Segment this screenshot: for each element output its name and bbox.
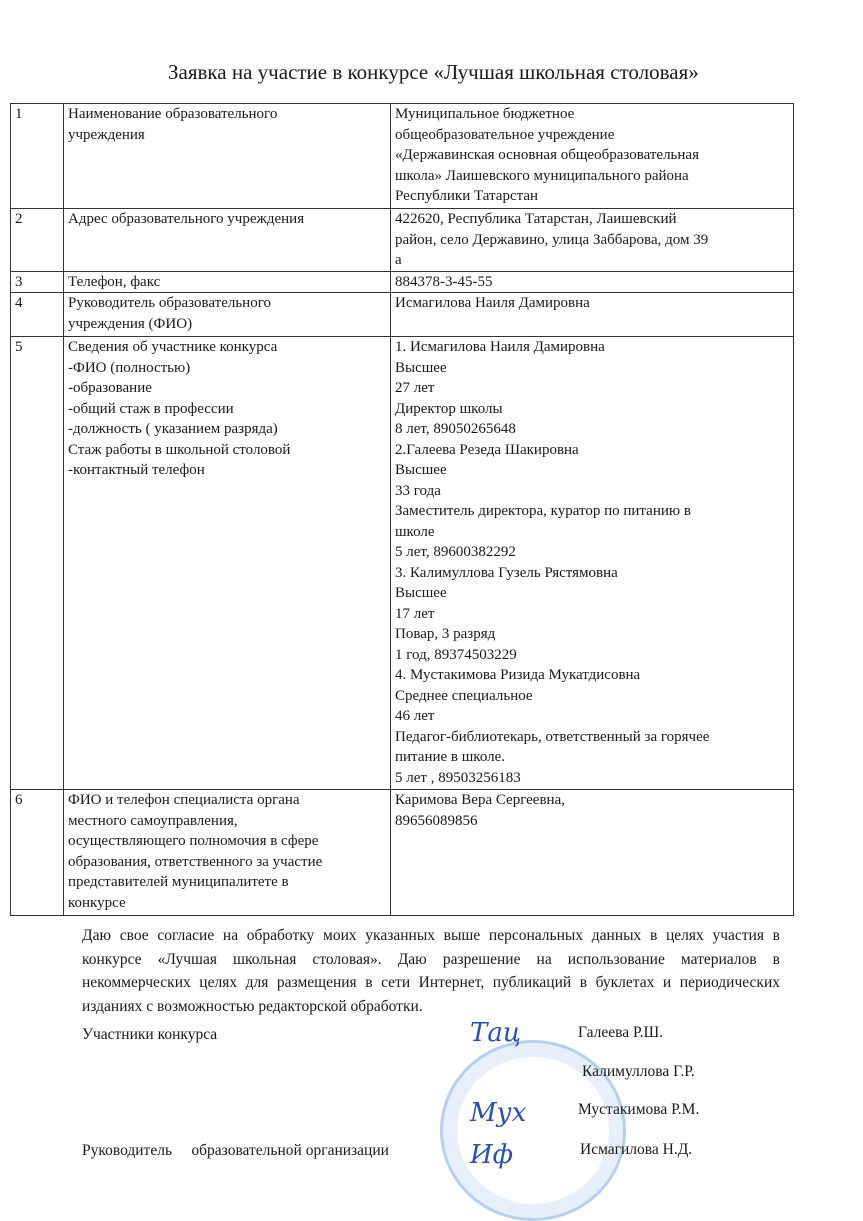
row-label (64, 790, 391, 916)
row-label (64, 209, 391, 272)
row-value-line: 422620, Республика Татарстан, Лаишевский (395, 211, 677, 227)
head-label: Руководитель образовательной организации (82, 1142, 389, 1159)
row-value-line: а (395, 252, 402, 268)
row-number: 3 (11, 271, 64, 293)
row-value-line: Директор школы (395, 400, 503, 417)
signer-name: Калимуллова Г.Р. (582, 1063, 695, 1080)
row-label-line: конкурсе (68, 894, 126, 911)
row-value-line: район, село Державино, улица Заббарова, дом 39 (395, 231, 709, 248)
row-number: 6 (11, 790, 64, 916)
row-label-line: -общий стаж в профессии (68, 400, 234, 417)
row-number: 4 (11, 293, 64, 337)
row-label-line: Стаж работы в школьной столовой (68, 441, 291, 458)
row-value-line: 5 лет, 89600382292 (395, 544, 516, 560)
row-value-line: Среднее специальное (395, 687, 533, 704)
signer-name: Исмагилова Н.Д. (580, 1141, 693, 1158)
row-label-line: -образование (68, 380, 152, 396)
row-value-line: «Державинская основная общеобразовательная (395, 147, 699, 163)
document-title: Заявка на участие в конкурсе «Лучшая школьная столовая» (168, 60, 699, 84)
row-label-line: -контактный телефон (68, 462, 205, 478)
row-number: 2 (11, 209, 64, 272)
row-value-line: 2.Галеева Резеда Шакировна (395, 441, 579, 458)
row-value-line: 884378-3-45-55 (395, 273, 493, 290)
row-label (64, 104, 391, 209)
row-label-line: Сведения об участнике конкурса (68, 339, 278, 355)
row-value-line: питание в школе. (395, 749, 506, 765)
row-value-line: 1 год, 89374503229 (395, 646, 517, 663)
row-label-line: местного самоуправления, (68, 812, 238, 829)
row-label-line: Наименование образовательного (68, 106, 278, 122)
row-value (391, 790, 794, 916)
row-value-line: Педагог-библиотекарь, ответственный за горячее (395, 728, 710, 745)
row-value-line: 8 лет, 89050265648 (395, 421, 516, 437)
row-label-line: представителей муниципалитете в (68, 874, 289, 890)
row-value-line: Каримова Вера Сергеевна, (395, 792, 565, 808)
application-table (10, 103, 794, 916)
row-label-line: -ФИО (полностью) (68, 359, 191, 376)
row-value-line: Высшее (395, 359, 447, 376)
row-value-line: Заместитель директора, куратор по питанию в (395, 503, 691, 519)
row-value-line: Высшее (395, 585, 447, 601)
table-row (11, 337, 794, 790)
row-label-line: -должность ( указанием разряда) (68, 421, 278, 437)
signature-galeeva: Тац (470, 1018, 521, 1048)
row-value-line: Повар, 3 разряд (395, 626, 496, 642)
row-value-line: Муниципальное бюджетное (395, 106, 575, 122)
row-value (391, 209, 794, 272)
table-row (11, 104, 794, 209)
signer-name: Галеева Р.Ш. (578, 1024, 664, 1041)
row-value-line: школа» Лаишевского муниципального района (395, 167, 689, 184)
row-label-line: ФИО и телефон специалиста органа (68, 792, 300, 808)
table-row (11, 209, 794, 272)
table-row (11, 271, 794, 293)
row-label-line: образования, ответственного за участие (68, 853, 323, 870)
row-label (64, 293, 391, 337)
row-value (391, 337, 794, 790)
row-value-line: Исмагилова Наиля Дамировна (395, 295, 590, 311)
row-label-line: Телефон, факс (68, 273, 161, 290)
row-label-line: осуществляющего полномочия в сфере (68, 833, 319, 849)
row-value (391, 293, 794, 337)
row-value-line: 27 лет (395, 380, 435, 396)
row-label (64, 337, 391, 790)
row-label (64, 271, 391, 293)
consent-paragraph: Даю свое согласие на обработку моих указанных выше персональных данных в целях участия в конкурсе «Лучшая школьная столовая». Даю разрешение на использование материалов в некоммерческих целях для размещения в сети Интернет, публикаций в буклетах и периодических изданиях с возможностью редакторской обработки. (82, 927, 780, 1015)
table-row (11, 790, 794, 916)
participants-label: Участники конкурса (82, 1026, 218, 1043)
row-value-line: школе (395, 523, 435, 540)
row-number: 1 (11, 104, 64, 209)
signature-ismagilova: Иф (470, 1140, 514, 1170)
row-value-line: 4. Мустакимова Ризида Мукатдисовна (395, 667, 641, 683)
row-value-line: Республики Татарстан (395, 188, 539, 204)
row-value-line: 1. Исмагилова Наиля Дамировна (395, 339, 605, 355)
row-number: 5 (11, 337, 64, 790)
row-value-line: 46 лет (395, 708, 435, 724)
row-label-line: Руководитель образовательного (68, 295, 271, 311)
row-value (391, 271, 794, 293)
row-label-line: учреждения (ФИО) (68, 315, 193, 332)
row-value-line: 89656089856 (395, 812, 478, 829)
row-label-line: учреждения (68, 126, 145, 143)
row-value-line: 3. Калимуллова Гузель Рястямовна (395, 564, 618, 581)
row-label-line: Адрес образовательного учреждения (68, 211, 305, 227)
row-value-line: 5 лет , 89503256183 (395, 769, 521, 786)
row-value-line: 17 лет (395, 605, 435, 622)
signer-name: Мустакимова Р.М. (578, 1101, 700, 1118)
signature-mustakimova: Мух (470, 1098, 527, 1128)
row-value-line: Высшее (395, 462, 447, 478)
table-row (11, 293, 794, 337)
row-value-line: 33 года (395, 482, 441, 499)
row-value (391, 104, 794, 209)
row-value-line: общеобразовательное учреждение (395, 126, 615, 143)
